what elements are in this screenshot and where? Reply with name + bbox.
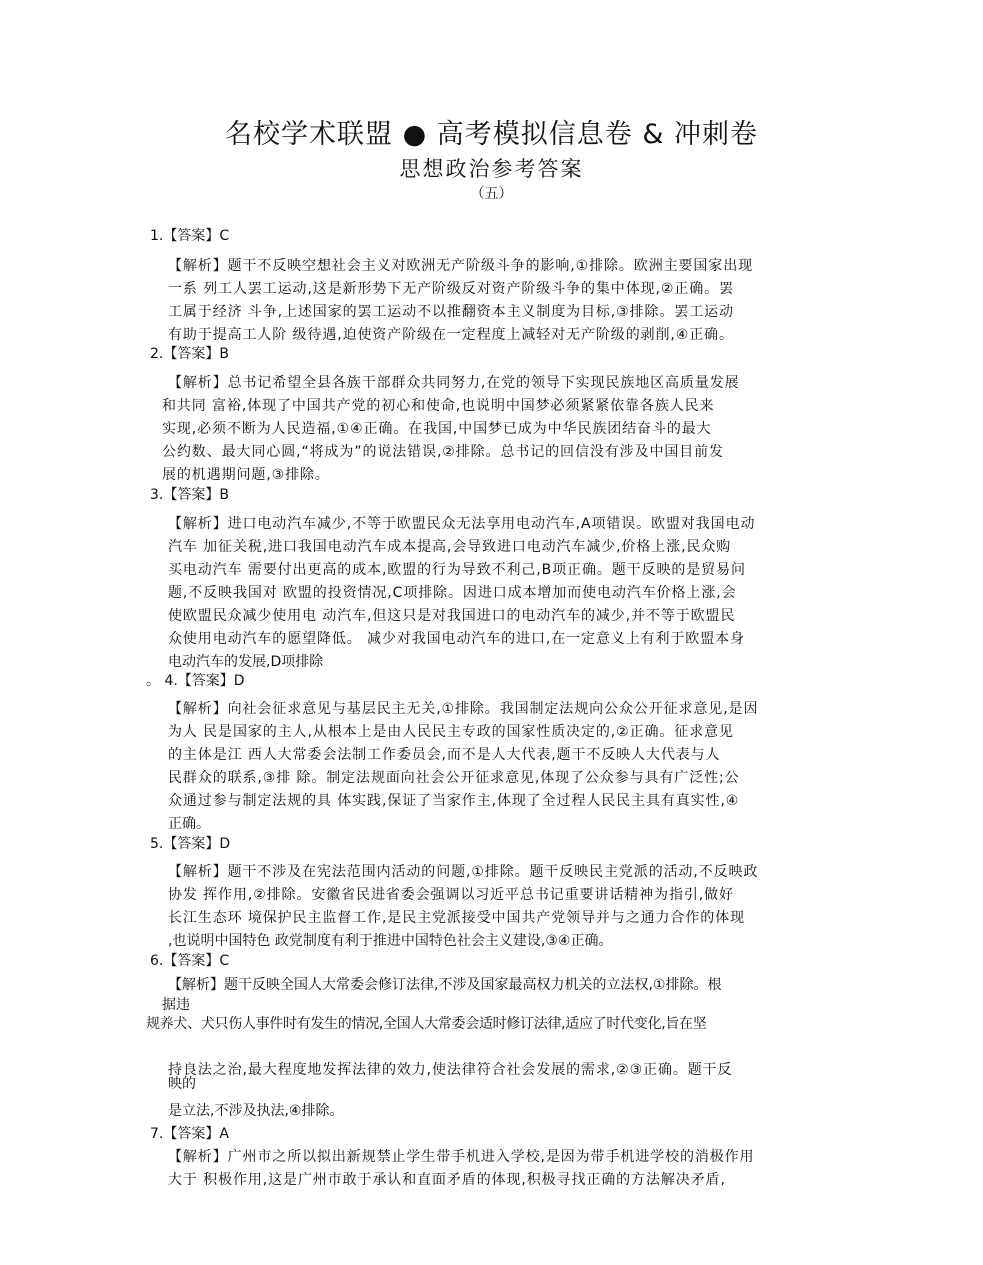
answer-4-heading: 。 4.【答案】D [146,673,245,689]
answer-1-line: 一系 列工人罢工运动,这是新形势下无产阶级反对资产阶级斗争的集中体现,②正确。罢 [168,281,734,297]
answer-7-line: 大于 积极作用,这是广州市敢于承认和直面矛盾的体现,积极寻找正确的方法解决矛盾, [168,1172,726,1188]
answer-1-line: 工属于经济 斗争,上述国家的罢工运动不以推翻资本主义制度为目标,③排除。罢工运动 [168,304,734,320]
answer-4-line: 民群众的联系,③排 除。制定法规面向社会公开征求意见,体现了公众参与具有广泛性;公 [168,770,740,786]
answer-3-line: 汽车 加征关税,进口我国电动汽车成本提高,会导致进口电动汽车减少,价格上涨,民众购 [168,539,732,555]
answer-6-line: 规养犬、犬只伤人事件时有发生的情况,全国人大常委会适时修订法律,适应了时代变化,旨在坚 [146,1016,707,1032]
answer-3-heading: 3.【答案】B [150,487,229,503]
answer-5-line: ,也说明中国特色 政党制度有利于推进中国特色社会主义建设,③④正确。 [168,933,613,949]
answer-2-line: 和共同 富裕,体现了中国共产党的初心和使命,也说明中国梦必须紧紧依靠各族人民来 [162,398,715,414]
answer-2-line: 实现,必须不断为人民造福,①④正确。在我国,中国梦已成为中华民族团结奋斗的最大 [162,421,712,437]
page-subtitle: 思想政治参考答案 [399,157,584,181]
answer-1-line: 有助于提高工人阶 级待遇,迫使资产阶级在一定程度上减轻对无产阶级的剥削,④正确。 [168,327,734,343]
answer-4-line: 正确。 [168,816,210,832]
answer-1-heading: 1.【答案】C [150,228,230,244]
answer-6-line: 【解析】题干反映全国人大常委会修订法律,不涉及国家最高权力机关的立法权,①排除。根 [168,977,722,993]
answer-3-line: 题,不反映我国对 欧盟的投资情况,C项排除。因进口成本增加而使电动汽车价格上涨,会 [168,585,737,601]
answer-6-heading: 6.【答案】C [150,953,230,969]
answer-2-heading: 2.【答案】B [150,346,229,362]
answer-5-line: 【解析】题干不涉及在宪法范围内活动的问题,①排除。题干反映民主党派的活动,不反映政 [168,864,759,880]
answer-2-line: 公约数、最大同心圆,“将成为”的说法错误,②排除。总书记的回信没有涉及中国目前发 [162,444,724,460]
answer-3-line: 电动汽车的发展,D项排除 [168,654,324,670]
answer-7-heading: 7.【答案】A [150,1126,229,1142]
answer-7-line: 【解析】广州市之所以拟出新规禁止学生带手机进入学校,是因为带手机进学校的消极作用 [168,1149,755,1165]
answer-2-line: 展的机遇期问题,③排除。 [162,467,330,483]
answer-5-line: 长江生态环 境保护民主监督工作,是民主党派接受中国共产党领导并与之通力合作的体现 [168,910,745,926]
answer-4-line: 【解析】向社会征求意见与基层民主无关,①排除。我国制定法规向公众公开征求意见,是因 [168,701,759,717]
answer-4-line: 众通过参与制定法规的具 体实践,保证了当家作主,体现了全过程人民民主具有真实性,④ [168,793,740,809]
answer-4-line: 为人 民是国家的主人,从根本上是由人民民主专政的国家性质决定的,②正确。征求意见 [168,724,734,740]
answer-6-line: 持良法之治,最大程度地发挥法律的效力,使法律符合社会发展的需求,②③正确。题干反 [168,1062,733,1078]
volume-number: （五） [470,186,513,202]
answer-5-heading: 5.【答案】D [150,836,231,852]
answer-2-line: 【解析】总书记希望全县各族干部群众共同努力,在党的领导下实现民族地区高质量发展 [168,375,740,391]
answer-1-line: 【解析】题干不反映空想社会主义对欧洲无产阶级斗争的影响,①排除。欧洲主要国家出现 [168,258,753,274]
answer-5-line: 协发 挥作用,②排除。安徽省民进省委会强调以习近平总书记重要讲话精神为指引,做好 [168,887,734,903]
page-title: 名校学术联盟 ● 高考模拟信息卷 & 冲刺卷 [225,119,758,150]
answer-3-line: 众使用电动汽车的愿望降低。 减少对我国电动汽车的进口,在一定意义上有利于欧盟本身 [168,631,745,647]
answer-3-line: 买电动汽车 需要付出更高的成本,欧盟的行为导致不利己,B项正确。题干反映的是贸易问 [168,562,746,578]
answer-6-line: 是立法,不涉及执法,④排除。 [168,1103,344,1119]
answer-3-line: 使欧盟民众减少使用电 动汽车,但这只是对我国进口的电动汽车的减少,并不等于欧盟民 [168,608,736,624]
answer-6-line: 据违 [162,997,190,1013]
answer-4-line: 的主体是江 西人大常委会法制工作委员会,而不是人大代表,题干不反映人大代表与人 [168,747,721,763]
answer-6-line: 映的 [168,1076,196,1092]
answer-3-line: 【解析】进口电动汽车减少,不等于欧盟民众无法享用电动汽车,A项错误。欧盟对我国电动 [168,516,756,532]
